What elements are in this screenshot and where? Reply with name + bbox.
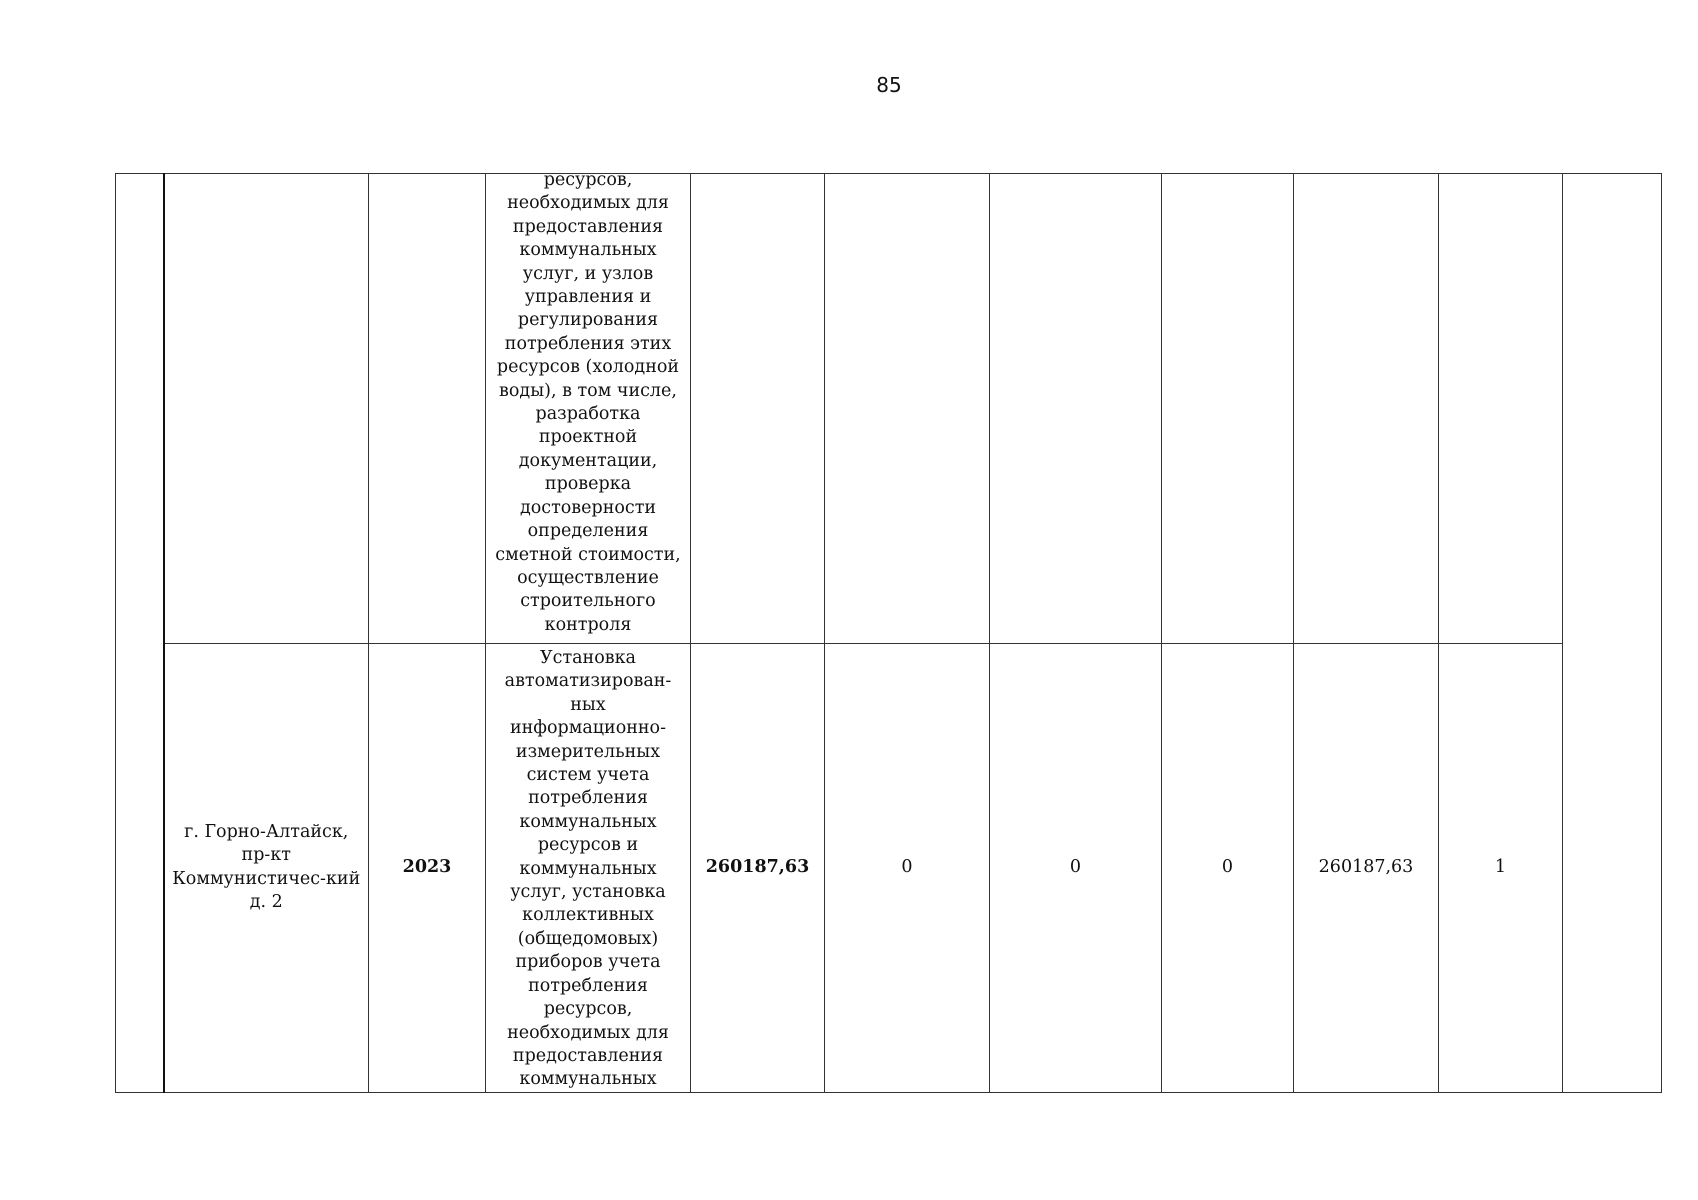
count-cell: 1 — [1439, 644, 1563, 1093]
work-description-line: сметной стоимости, — [495, 544, 681, 565]
funding-1-cell: 0 — [825, 644, 990, 1093]
work-description-line: проектной — [538, 427, 638, 448]
work-description-line: ресурсов, — [543, 173, 633, 190]
address-line: д. 2 — [249, 892, 283, 913]
address-cell — [164, 644, 369, 1093]
count-cell-continued — [1439, 174, 1563, 644]
work-description-line: потребления — [528, 788, 648, 809]
work-description-line: коммунальных — [519, 811, 657, 832]
work-description-line: необходимых для — [507, 193, 669, 214]
funding-3-cell-continued — [1162, 174, 1294, 644]
funding-2-cell-continued — [990, 174, 1162, 644]
work-description-line: необходимых для — [507, 1022, 669, 1043]
work-description-line: контроля — [544, 614, 632, 635]
row-number-cell — [116, 174, 164, 1093]
work-description-line: потребления этих — [504, 333, 672, 354]
total-cost-cell: 260187,63 — [691, 644, 825, 1093]
address-line: г. Горно-Алтайск, — [184, 822, 349, 843]
work-description-line: определения — [527, 521, 649, 542]
last-column-cell — [1563, 174, 1662, 1093]
works-table — [115, 173, 1662, 1093]
work-description-line: достоверности — [519, 497, 657, 518]
funding-2-cell: 0 — [990, 644, 1162, 1093]
work-description-line: предоставления — [512, 216, 664, 237]
work-description-line: ных — [570, 694, 606, 715]
table-row-main — [116, 644, 1662, 1093]
work-description-line: Установка — [540, 648, 636, 668]
year-cell: 2023 — [369, 644, 486, 1093]
work-description-line: услуг, установка — [510, 882, 666, 903]
funding-1-cell-continued — [825, 174, 990, 644]
work-description-line: строительного — [520, 591, 656, 612]
work-description-line: проверка — [544, 474, 632, 495]
work-description-line: воды), в том числе, — [499, 380, 677, 401]
work-description-line: измерительных — [515, 741, 661, 762]
work-description-line: ресурсов и — [537, 835, 639, 856]
work-description-line: регулирования — [517, 310, 659, 331]
work-description-line: осуществление — [517, 567, 659, 588]
work-description-line: документации, — [518, 450, 658, 471]
work-description-line: коллективных — [522, 905, 654, 926]
address-line: Коммунистичес-кий — [172, 868, 361, 889]
funding-4-cell-continued — [1294, 174, 1439, 644]
address-cell-continued — [164, 174, 369, 644]
work-description-line: коммунальных — [519, 240, 657, 261]
total-cost-cell-continued — [691, 174, 825, 644]
year-cell-continued — [369, 174, 486, 644]
work-description-line: услуг, и узлов — [522, 263, 654, 284]
work-description-line: систем учета — [526, 765, 650, 786]
work-description-line: (общедомовых) — [517, 928, 659, 949]
funding-4-cell: 260187,63 — [1294, 644, 1439, 1093]
work-description-cell-continued — [486, 174, 691, 644]
table-row-continued — [116, 174, 1662, 644]
work-description-line: информационно- — [509, 718, 667, 739]
work-description-line: ресурсов, — [543, 999, 633, 1020]
work-description-line: ресурсов (холодной — [496, 357, 680, 378]
work-description-line: разработка — [535, 404, 641, 425]
funding-3-cell: 0 — [1162, 644, 1294, 1093]
work-description-line: управления и — [524, 287, 652, 308]
work-description-line: автоматизирован- — [504, 671, 672, 692]
work-description-line: предоставления — [512, 1045, 664, 1066]
work-description-line: потребления — [528, 975, 648, 996]
page-number: 85 — [876, 73, 902, 97]
work-description-cell — [486, 644, 691, 1093]
work-description-line: коммунальных — [519, 858, 657, 879]
work-description-line: коммунальных — [519, 1069, 657, 1090]
work-description-line: приборов учета — [515, 952, 661, 973]
address-line: пр-кт — [241, 845, 291, 866]
